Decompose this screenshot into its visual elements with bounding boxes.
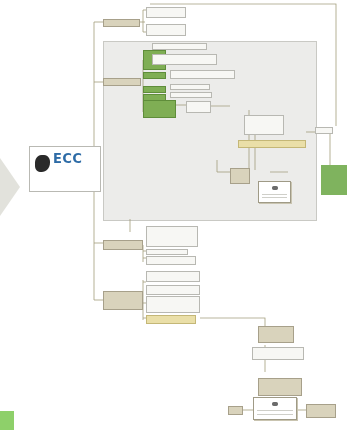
green-step-b xyxy=(143,72,166,79)
step-node-2 xyxy=(103,78,141,86)
info-node-h xyxy=(244,153,278,165)
highlight-node-2 xyxy=(146,315,196,324)
info-node-l xyxy=(146,271,200,282)
step-node-5 xyxy=(103,291,143,310)
info-node-j xyxy=(146,249,188,255)
info-node-d xyxy=(170,84,210,90)
step-node-9 xyxy=(306,404,336,418)
info-node-p xyxy=(252,362,302,370)
info-node-b xyxy=(152,54,217,65)
side-node xyxy=(315,127,333,134)
note-node-1b xyxy=(146,24,186,36)
highlight-node xyxy=(238,140,306,148)
step-node-8 xyxy=(228,406,243,415)
certificate-doc-1 xyxy=(258,181,291,203)
green-step-e xyxy=(143,100,176,118)
decision-label xyxy=(230,102,264,108)
info-node-f xyxy=(186,101,211,113)
info-node-e xyxy=(170,92,212,98)
step-node-6 xyxy=(258,326,294,343)
step-node-1 xyxy=(103,19,140,27)
info-node-o xyxy=(252,347,304,360)
doc-caption-2 xyxy=(258,421,298,429)
ecc-logo xyxy=(29,146,101,192)
doc-caption-top xyxy=(258,165,276,173)
africa-map-icon xyxy=(35,155,50,172)
info-node-c xyxy=(170,70,235,79)
info-node-a xyxy=(152,43,207,50)
step-node-7 xyxy=(258,378,302,396)
step-node-3 xyxy=(230,168,250,184)
info-node-m xyxy=(146,285,200,295)
certificate-doc-2 xyxy=(253,397,297,420)
info-node-g xyxy=(244,115,284,135)
note-node-1a xyxy=(146,7,186,18)
info-node-k xyxy=(146,256,196,265)
info-node-n xyxy=(146,296,200,313)
step-node-4 xyxy=(103,240,143,250)
doc-caption-1 xyxy=(258,204,292,212)
logo-brand-text: ECC xyxy=(53,152,83,167)
info-node-i xyxy=(146,226,198,247)
green-step-c xyxy=(143,86,166,93)
